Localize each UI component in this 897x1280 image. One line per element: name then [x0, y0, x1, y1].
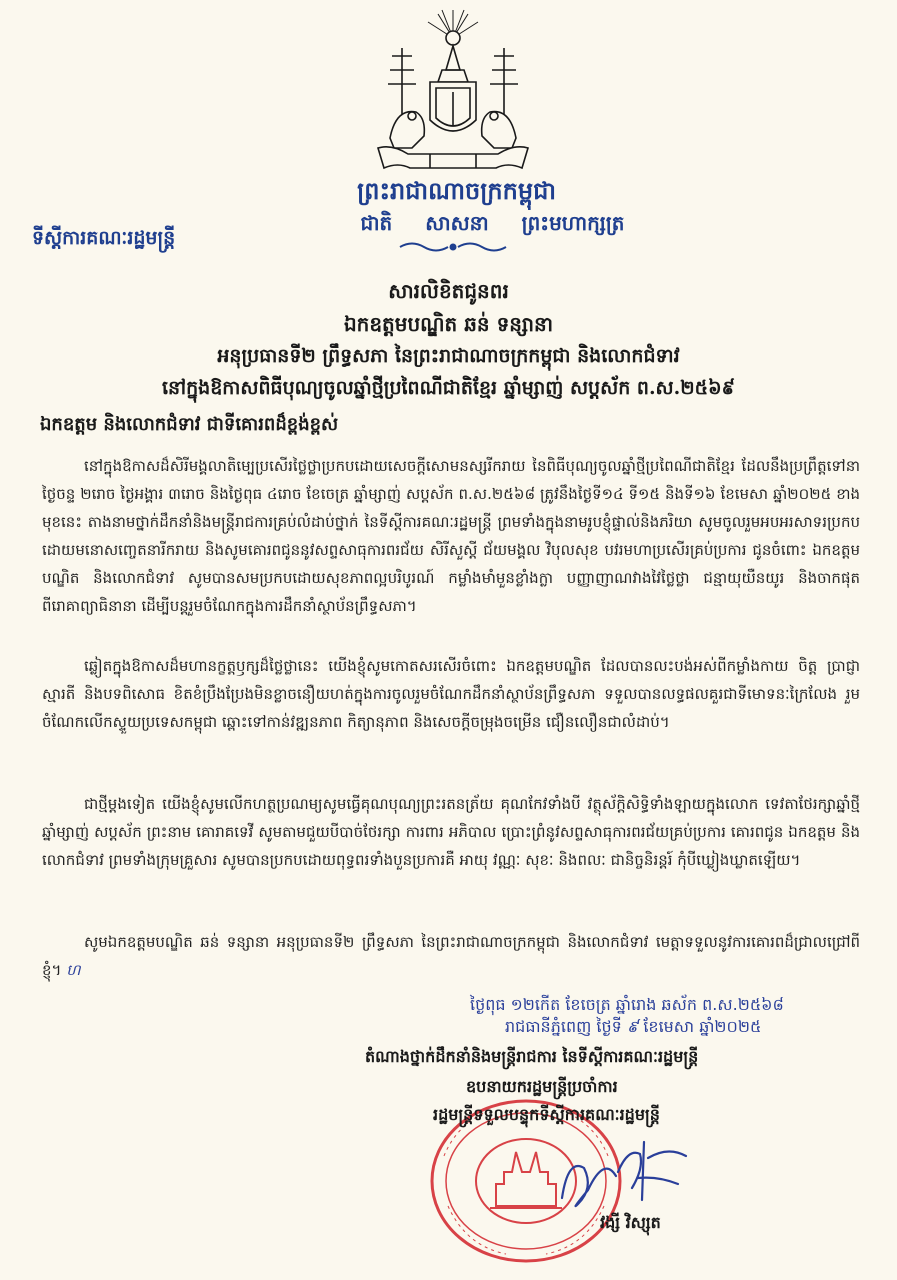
occasion-line: នៅក្នុងឱកាសពិធីបុណ្យចូលឆ្នាំថ្មីប្រពៃណីជាតិខ្មែរ ឆ្នាំម្សាញ់ សប្តស័ក ព.ស.២៥៦៩ — [161, 377, 735, 399]
ministry-name: ទីស្តីការគណៈរដ្ឋមន្ត្រី — [32, 227, 176, 249]
solar-date: រាជធានីភ្នំពេញ ថ្ងៃទី ៩ ខែមេសា ឆ្នាំ២០២៥ — [505, 1017, 762, 1036]
decorative-ornament-icon — [398, 240, 508, 254]
signature-title-line1: តំណាងថ្នាក់ដឹកនាំនិងមន្ត្រីរាជការ នៃទីស្តីការគណៈរដ្ឋមន្ត្រី — [365, 1047, 699, 1066]
signature-title-line2: ឧបនាយករដ្ឋមន្ត្រីប្រចាំការ — [466, 1077, 618, 1096]
paragraph-3: ជាថ្មីម្តងទៀត យើងខ្ញុំសូមលើកហត្ថប្រណម្យសូមធ្វើគុណបុណ្យព្រះរតនត្រ័យ គុណកែវទាំងបី វត្ថុស័ក្តិសិទ្ធិទាំងឡាយក្នុងលោក ទេវតាថែរក្សាឆ្នាំថ្មី ឆ្នាំម្សាញ់ សប្តស័ក ព្រះនាម គោរាគទេវី សូមតាមជួយបីបាច់ថែរក្សា ការពារ អភិបាល ប្រោះព្រំនូវសព្ទសាធុការពរជ័យគ្រប់ប្រការ គោរពជូន ឯកឧត្តម និងលោកជំទាវ ព្រមទាំងក្រុមគ្រួសារ សូមបានប្រកបដោយពុទ្ធពរទាំងបួនប្រការគឺ អាយុ វណ្ណៈ សុខៈ និងពលៈ ជានិច្ចនិរន្តរ៍ កុំបីឃ្លៀងឃ្លាតឡើយ។ — [42, 795, 860, 869]
kingdom-name: ព្រះរាជាណាចក្រកម្ពុជា — [357, 176, 556, 205]
paragraph-2: ឆ្លៀតក្នុងឱកាសដ៏មហានក្ខត្តឫក្សដ៏ថ្លៃថ្លានេះ យើងខ្ញុំសូមកោតសរសើរចំពោះ ឯកឧត្តមបណ្ឌិត ដែលបានលះបង់អស់ពីកម្លាំងកាយ ចិត្ត ប្រាជ្ញា ស្មារតី និងបទពិសោធ ខិតខំប្រឹងប្រែងមិនខ្លាចនឿយហត់ក្នុងការចូលរួមចំណែកដឹកនាំស្ថាប័នព្រឹទ្ធសភា ទទួលបានលទ្ធផលគួរជាទីមោទនៈក្រៃលែង រួមចំណែកលើកស្ទួយប្រទេសកម្ពុជា ឆ្ពោះទៅកាន់វឌ្ឍនភាព កិត្យានុភាព និងសេចក្តីចម្រុងចម្រើន ជឿនលឿនជាលំដាប់។ — [42, 657, 860, 731]
handwritten-initials: ហ — [66, 961, 81, 979]
recipient-position: អនុប្រធានទី២ ព្រឹទ្ធសភា នៃព្រះរាជាណាចក្រកម្ពុជា និងលោកជំទាវ — [217, 345, 680, 367]
national-motto: ជាតិ សាសនា ព្រះមហាក្សត្រ — [360, 211, 625, 235]
salutation: ឯកឧត្តម និងលោកជំទាវ ជាទីគោរពដ៏ខ្ពង់ខ្ពស់ — [40, 414, 339, 435]
paragraph-4: សូមឯកឧត្តមបណ្ឌិត ឆន់ ទន្សានា អនុប្រធានទី២ ព្រឹទ្ធសភា នៃព្រះរាជាណាចក្រកម្ពុជា និងលោកជំទាវ មេត្តាទទួលនូវការគោរពដ៏ជ្រាលជ្រៅពីខ្ញុំ។ ហ — [42, 933, 860, 979]
paragraph-1: នៅក្នុងឱកាសដ៏សិរីមង្គលាតិម្បេប្រសើរថ្លៃថ្លាប្រកបដោយសេចក្តីសោមនស្សរីករាយ នៃពិធីបុណ្យចូលឆ្នាំថ្មីប្រពៃណីជាតិខ្មែរ ដែលនឹងប្រព្រឹត្តទៅនាថ្ងៃចន្ទ ២រោច ថ្ងៃអង្គារ ៣រោច និងថ្ងៃពុធ ៤រោច ខែចេត្រ ឆ្នាំម្សាញ់ សប្តស័ក ព.ស.២៥៦៨ ត្រូវនឹងថ្ងៃទី១៤ ទី១៥ និងទី១៦ ខែមេសា ឆ្នាំ២០២៥ ខាងមុខនេះ តាងនាមថ្នាក់ដឹកនាំនិងមន្ត្រីរាជការគ្រប់លំដាប់ថ្នាក់ នៃទីស្តីការគណៈរដ្ឋមន្ត្រី ព្រមទាំងក្នុងនាមរូបខ្ញុំផ្ទាល់និងភរិយា សូមចូលរួមអបអរសាទរប្រកបដោយមនោសញ្ចេតនារីករាយ និងសូមគោរពជូននូវសព្ទសាធុការពរជ័យ សិរីសួស្តី ជ័យមង្គល វិបុលសុខ បវរមហាប្រសើរគ្រប់ប្រការ ជូនចំពោះ ឯកឧត្តមបណ្ឌិត និងលោកជំទាវ សូមបានសមប្រកបដោយសុខភាពល្អបរិបូរណ៍ កម្លាំងមាំមួនខ្លាំងក្លា បញ្ញាញាណវាងវៃថ្លៃថ្លា ជន្មាយុយឺនយូរ និងចាកផុតពីរោគាព្យាធិនានា ដើម្បីបន្តរួមចំណែកក្នុងការដឹកនាំស្ថាប័នព្រឹទ្ធសភា។ — [42, 457, 860, 615]
royal-coat-of-arms-icon — [372, 8, 534, 174]
recipient-name: ឯកឧត្តមបណ្ឌិត ឆន់ ទន្សានា — [343, 312, 554, 336]
solar-day: ៩ — [626, 1017, 639, 1036]
signature-title-line3: រដ្ឋមន្ត្រីទទួលបន្ទុកទីស្តីការគណៈរដ្ឋមន្ត្រី — [433, 1105, 660, 1124]
letter-title: សារលិខិតជូនពរ — [388, 279, 509, 303]
lunar-date: ថ្ងៃពុធ ១២កើត ខែចេត្រ ឆ្នាំរោង ឆស័ក ព.ស.២៥៦៨ — [470, 995, 784, 1014]
handwritten-signature-icon — [548, 1128, 698, 1218]
signatory-name: វង្សី វិស្សុត — [600, 1213, 661, 1232]
